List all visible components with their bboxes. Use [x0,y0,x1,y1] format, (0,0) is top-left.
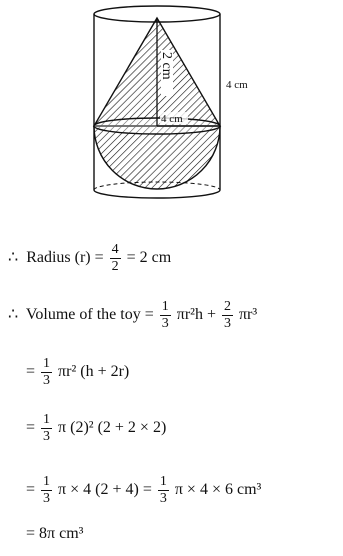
step3-fraction-b [158,475,169,506]
cone-fraction-num: 1 [161,299,169,314]
radius-fraction [110,243,121,274]
step1-rest: πr² (h + 2r) [58,363,130,381]
equals-sign: = [26,419,36,437]
step2-fraction-den: 3 [43,429,51,444]
step3-part-a: π × 4 (2 + 4) = [58,481,152,499]
cone-term: πr²h + [176,306,216,324]
hemi-fraction-num: 2 [223,299,231,314]
step-line-2 [26,413,166,444]
step3b-fraction-den: 3 [159,491,167,506]
radius-prefix: Radius (r) = [26,249,104,267]
height-label: 4 cm [226,79,248,91]
volume-line-text [8,300,257,331]
hemi-term: πr³ [238,306,258,324]
equals-sign: = [26,363,36,381]
step2-rest: π (2)² (2 + 2 × 2) [58,419,167,437]
cone-fraction [160,300,171,331]
cone-hemisphere-cylinder-figure [0,0,343,215]
step3a-fraction-num: 1 [43,474,51,489]
step1-fraction [41,357,52,388]
hemi-fraction [222,300,233,331]
step-line-1 [26,357,129,388]
step3-part-b: π × 4 × 6 cm³ [174,481,262,499]
slant-height-label: 2 cm [159,52,174,80]
step1-fraction-num: 1 [43,356,51,371]
radius-label: 4 cm [161,113,183,125]
radius-line-text [8,243,171,274]
hemisphere-shape [94,126,220,189]
step3b-fraction-num: 1 [159,474,167,489]
radius-result: = 2 cm [126,249,172,267]
step2-fraction-num: 1 [43,412,51,427]
step2-fraction [41,413,52,444]
hemi-fraction-den: 3 [223,316,231,331]
radius-fraction-den: 2 [111,259,119,274]
therefore-symbol: ∴ [8,306,19,324]
equals-sign: = [26,481,36,499]
final-result: = 8π cm³ [26,525,84,542]
cone-fraction-den: 3 [161,316,169,331]
step1-fraction-den: 3 [43,373,51,388]
step3a-fraction-den: 3 [43,491,51,506]
step-line-3 [26,475,261,506]
radius-fraction-num: 4 [111,242,119,257]
therefore-symbol: ∴ [8,249,19,267]
volume-prefix: Volume of the toy = [25,306,154,324]
step3-fraction-a [41,475,52,506]
result-line [26,525,83,543]
